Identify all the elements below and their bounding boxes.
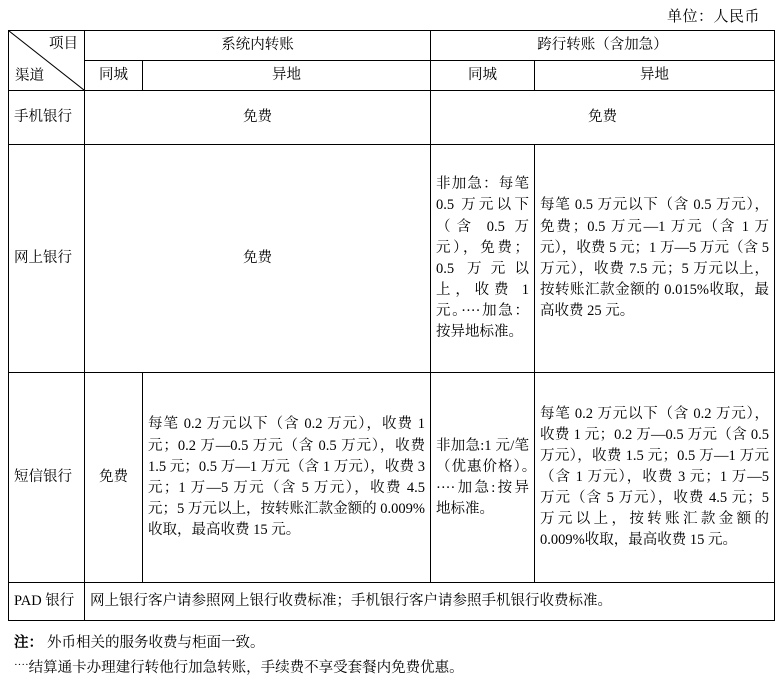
corner-item-label: 项目 — [49, 36, 78, 52]
cell-mobile-internal: 免费 — [85, 91, 431, 145]
cell-online-interbank-remote: 每笔 0.5 万元以下（含 0.5 万元），免费；0.5 万元—1 万元（含 1 万元），收费 5 元；1 万—5 万元（含 5 万元），收费 7.5 元；5 万元以上，按转账汇款金额的 0.015%收取，最高收费 25 元。 — [535, 145, 775, 373]
note-line-1 — [14, 631, 774, 656]
unit-note: 单位：人民币 — [666, 9, 760, 25]
note-text-2: 结算通卡办理建行转他行加急转账，手续费不享受套餐内免费优惠。 — [28, 659, 464, 676]
sub-header-internal-local: 同城 — [85, 61, 143, 91]
group-header-interbank: 跨行转账（含加急） — [431, 31, 775, 61]
row-label-online-bank: 网上银行 — [9, 145, 85, 373]
note-marker-icon: ···· — [14, 658, 29, 671]
notes-section — [8, 631, 774, 680]
cell-online-internal: 免费 — [85, 145, 431, 373]
corner-header-cell — [9, 31, 85, 91]
cell-sms-interbank-local: 非加急:1 元/笔（优惠价格）。····加急:按异地标准。 — [431, 373, 535, 583]
cell-sms-internal-remote: 每笔 0.2 万元以下（含 0.2 万元），收费 1 元；0.2 万—0.5 万元（含 0.5 万元），收费 1.5 元；0.5 万—1 万元（含 1 万元），收费 3 元；1 万—5 万元（含 5 万元），收费 4.5 元；5 万元以上，按转账汇款金额的 0.009%收取，最高收费 15 元。 — [143, 373, 431, 583]
cell-sms-interbank-remote: 每笔 0.2 万元以下（含 0.2 万元），收费 1 元；0.2 万—0.5 万元（含 0.5 万元），收费 1.5 元；0.5 万—1 万元（含 1 万元），收费 3 元；1 万—5 万元（含 5 万元），收费 4.5 元；5 万元以上，按转账汇款金额的 0.009%收取，最高收费 15 元。 — [535, 373, 775, 583]
cell-online-interbank-local: 非加急：每笔 0.5 万元以下（含 0.5 万元），免费；0.5 万元以上，收费 1 元。····加急：按异地标准。 — [431, 145, 535, 373]
cell-mobile-interbank: 免费 — [431, 91, 775, 145]
cell-sms-internal-local: 免费 — [85, 373, 143, 583]
table-row — [9, 91, 775, 145]
row-label-sms-bank: 短信银行 — [9, 373, 85, 583]
note-text-1: 外币相关的服务收费与柜面一致。 — [47, 635, 265, 652]
table-row — [9, 373, 775, 583]
table-row — [9, 145, 775, 373]
sub-header-interbank-remote: 异地 — [535, 61, 775, 91]
note-label: 注： — [14, 635, 43, 652]
row-label-pad-bank: PAD 银行 — [9, 583, 85, 621]
transfer-fee-table — [8, 30, 775, 621]
note-line-2 — [14, 656, 774, 681]
table-header-row-subs — [9, 61, 775, 91]
corner-channel-label: 渠道 — [15, 68, 44, 85]
cell-pad-all: 网上银行客户请参照网上银行收费标准；手机银行客户请参照手机银行收费标准。 — [85, 583, 775, 621]
sub-header-interbank-local: 同城 — [431, 61, 535, 91]
group-header-internal: 系统内转账 — [85, 31, 431, 61]
table-header-row-groups — [9, 31, 775, 61]
table-row — [9, 583, 775, 621]
row-label-mobile-bank: 手机银行 — [9, 91, 85, 145]
sub-header-internal-remote: 异地 — [143, 61, 431, 91]
